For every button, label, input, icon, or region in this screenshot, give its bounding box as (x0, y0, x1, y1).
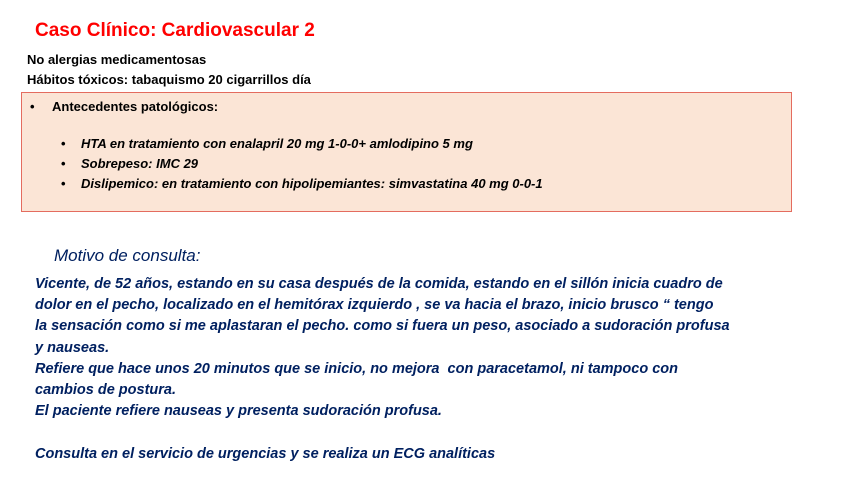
consult-heading: Motivo de consulta: (54, 246, 201, 265)
narrative-line: Consulta en el servicio de urgencias y se realiza un ECG analíticas (35, 446, 496, 462)
allergies-text: No alergias medicamentosas (27, 52, 207, 67)
bullet-icon: • (30, 99, 35, 114)
history-item-dyslipidemia: • Dislipemico: en tratamiento con hipolipemiantes: simvastatina 40 mg 0-0-1 (61, 176, 543, 191)
narrative-line: El paciente refiere nauseas y presenta sudoración profusa. (35, 403, 442, 419)
narrative-line: cambios de postura. (35, 382, 177, 398)
toxic-habits-text: Hábitos tóxicos: tabaquismo 20 cigarrillos día (27, 72, 311, 87)
history-heading (30, 99, 218, 114)
bullet-icon: • (61, 156, 66, 171)
bullet-icon: • (61, 176, 66, 191)
narrative-line: dolor en el pecho, localizado en el hemitórax izquierdo , se va hacia el brazo, inicio brusco “ tengo (35, 297, 714, 313)
bullet-icon: • (61, 136, 66, 151)
narrative-line: y nauseas. (35, 340, 110, 356)
history-heading-label: Antecedentes patológicos: (52, 99, 219, 114)
slide-title: Caso Clínico: Cardiovascular 2 (35, 20, 315, 41)
justified-text: Refiere que hace unos 20 minutos que se inicio, no mejora con paracetamol, ni tampoco con (35, 361, 678, 377)
history-item-hta: • HTA en tratamiento con enalapril 20 mg 1-0-0+ amlodipino 5 mg (61, 136, 473, 151)
narrative-line: Vicente, de 52 años, estando en su casa después de la comida, estando en el sillón inicia cuadro de (35, 276, 723, 292)
narrative-line-justified (35, 361, 773, 377)
medical-history-box (21, 92, 792, 212)
narrative-line: la sensación como si me aplastaran el pecho. como si fuera un peso, asociado a sudoración profusa (35, 318, 730, 334)
history-item-overweight: • Sobrepeso: IMC 29 (61, 156, 199, 171)
